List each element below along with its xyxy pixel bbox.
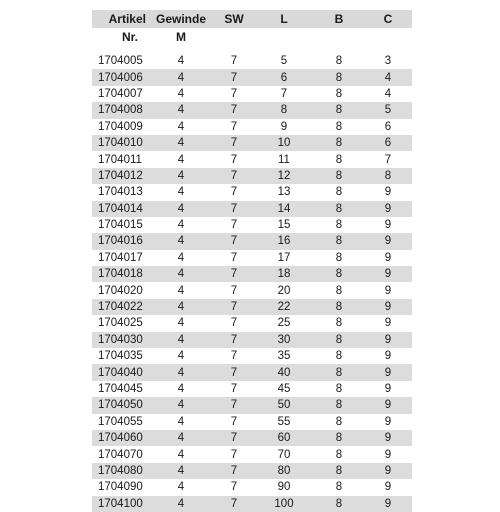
cell-gewinde: 4 xyxy=(177,481,185,494)
cell-gewinde: 4 xyxy=(148,332,214,348)
cell-c: 9 xyxy=(384,383,392,395)
cell-gewinde: 4 xyxy=(177,317,185,330)
cell-gewinde: 4 xyxy=(148,233,214,249)
cell-b: 8 xyxy=(314,135,364,151)
cell-b: 8 xyxy=(314,299,364,315)
table-row xyxy=(92,364,412,380)
cell-l: 9 xyxy=(280,120,288,133)
table-row xyxy=(92,69,412,85)
cell-gewinde: 4 xyxy=(177,120,185,133)
cell-b: 8 xyxy=(335,481,343,494)
cell-c: 9 xyxy=(364,332,412,348)
cell-b: 8 xyxy=(335,317,343,330)
cell-c: 9 xyxy=(364,233,412,249)
cell-sw: 7 xyxy=(214,364,254,380)
cell-l: 5 xyxy=(280,55,288,68)
cell-b: 8 xyxy=(314,233,364,249)
cell-gewinde: 4 xyxy=(148,168,214,184)
cell-b: 8 xyxy=(335,415,343,428)
cell-artikel-nr: 1704040 xyxy=(92,364,148,380)
cell-sw: 7 xyxy=(214,430,254,446)
header-empty xyxy=(254,28,314,45)
table-row xyxy=(92,332,412,348)
cell-l: 100 xyxy=(254,496,314,512)
cell-c: 9 xyxy=(384,186,392,199)
cell-c: 6 xyxy=(384,120,392,133)
cell-c: 8 xyxy=(364,168,412,184)
cell-sw: 7 xyxy=(214,201,254,217)
table-row xyxy=(92,397,412,413)
cell-gewinde: 4 xyxy=(177,153,185,166)
cell-b: 8 xyxy=(335,153,343,166)
cell-c: 9 xyxy=(384,481,392,494)
cell-gewinde: 4 xyxy=(177,219,185,232)
cell-c: 4 xyxy=(384,87,392,100)
cell-c: 9 xyxy=(384,251,392,264)
header-gewinde: Gewinde xyxy=(148,10,214,28)
cell-c: 4 xyxy=(364,69,412,85)
cell-b: 8 xyxy=(335,219,343,232)
cell-c: 9 xyxy=(384,448,392,461)
table-row xyxy=(92,315,412,331)
cell-gewinde: 4 xyxy=(148,496,214,512)
cell-sw: 7 xyxy=(230,219,238,232)
cell-l: 16 xyxy=(254,233,314,249)
cell-b: 8 xyxy=(314,364,364,380)
cell-artikel-nr: 1704006 xyxy=(92,69,148,85)
cell-l: 18 xyxy=(254,266,314,282)
table-body xyxy=(92,53,412,512)
cell-sw: 7 xyxy=(230,481,238,494)
header-artikel: Artikel xyxy=(92,10,148,28)
cell-gewinde: 4 xyxy=(148,463,214,479)
cell-b: 8 xyxy=(335,383,343,395)
cell-c: 9 xyxy=(384,284,392,297)
table-row xyxy=(92,479,412,495)
table-row xyxy=(92,184,412,200)
cell-b: 8 xyxy=(335,87,343,100)
cell-gewinde: 4 xyxy=(177,186,185,199)
cell-l: 13 xyxy=(277,186,291,199)
cell-c: 9 xyxy=(364,266,412,282)
table-row xyxy=(92,233,412,249)
cell-artikel-nr: 1704080 xyxy=(92,463,148,479)
cell-l: 60 xyxy=(254,430,314,446)
cell-c: 9 xyxy=(364,201,412,217)
table-row xyxy=(92,414,412,430)
table-row xyxy=(92,496,412,512)
cell-gewinde: 4 xyxy=(177,383,185,395)
cell-b: 8 xyxy=(314,397,364,413)
header-row-1 xyxy=(92,10,412,28)
cell-sw: 7 xyxy=(214,102,254,118)
cell-c: 9 xyxy=(384,350,392,363)
cell-sw: 7 xyxy=(230,448,238,461)
cell-b: 8 xyxy=(335,186,343,199)
table-row xyxy=(92,119,412,135)
cell-gewinde: 4 xyxy=(177,251,185,264)
cell-artikel-nr: 1704035 xyxy=(98,350,143,363)
cell-gewinde: 4 xyxy=(148,397,214,413)
cell-gewinde: 4 xyxy=(148,102,214,118)
cell-c: 9 xyxy=(364,364,412,380)
cell-b: 8 xyxy=(335,350,343,363)
cell-l: 70 xyxy=(277,448,291,461)
cell-artikel-nr: 1704070 xyxy=(98,448,143,461)
cell-l: 10 xyxy=(254,135,314,151)
cell-c: 5 xyxy=(364,102,412,118)
cell-b: 8 xyxy=(314,332,364,348)
cell-artikel-nr: 1704060 xyxy=(92,430,148,446)
header-l: L xyxy=(254,10,314,28)
header-c: C xyxy=(364,10,412,28)
header-empty xyxy=(214,28,254,45)
table-row xyxy=(92,282,412,298)
cell-b: 8 xyxy=(314,201,364,217)
cell-b: 8 xyxy=(314,102,364,118)
table-row xyxy=(92,201,412,217)
cell-artikel-nr: 1704014 xyxy=(92,201,148,217)
cell-l: 8 xyxy=(254,102,314,118)
cell-l: 35 xyxy=(277,350,291,363)
cell-l: 12 xyxy=(254,168,314,184)
cell-b: 8 xyxy=(314,69,364,85)
cell-sw: 7 xyxy=(230,87,238,100)
cell-sw: 7 xyxy=(230,120,238,133)
cell-l: 25 xyxy=(277,317,291,330)
cell-gewinde: 4 xyxy=(148,299,214,315)
cell-b: 8 xyxy=(335,55,343,68)
cell-artikel-nr: 1704100 xyxy=(92,496,148,512)
cell-artikel-nr: 1704008 xyxy=(92,102,148,118)
cell-gewinde: 4 xyxy=(148,430,214,446)
header-empty xyxy=(364,28,412,45)
table-row xyxy=(92,381,412,397)
product-table xyxy=(92,10,412,512)
cell-l: 20 xyxy=(277,284,291,297)
cell-sw: 7 xyxy=(230,317,238,330)
cell-b: 8 xyxy=(335,284,343,297)
cell-sw: 7 xyxy=(214,233,254,249)
cell-gewinde: 4 xyxy=(148,364,214,380)
cell-artikel-nr: 1704018 xyxy=(92,266,148,282)
table-row xyxy=(92,430,412,446)
cell-sw: 7 xyxy=(230,350,238,363)
table-row xyxy=(92,299,412,315)
table-row xyxy=(92,266,412,282)
cell-l: 15 xyxy=(277,219,291,232)
cell-c: 6 xyxy=(364,135,412,151)
cell-artikel-nr: 1704030 xyxy=(92,332,148,348)
table-header xyxy=(92,10,412,53)
header-row-2 xyxy=(92,28,412,45)
cell-c: 7 xyxy=(384,153,392,166)
cell-b: 8 xyxy=(335,120,343,133)
table-row xyxy=(92,463,412,479)
cell-artikel-nr: 1704012 xyxy=(92,168,148,184)
cell-sw: 7 xyxy=(214,135,254,151)
table-row xyxy=(92,446,412,462)
header-spacer xyxy=(92,45,412,53)
cell-sw: 7 xyxy=(230,153,238,166)
cell-gewinde: 4 xyxy=(177,55,185,68)
cell-artikel-nr: 1704025 xyxy=(98,317,143,330)
cell-l: 7 xyxy=(280,87,288,100)
cell-artikel-nr: 1704090 xyxy=(98,481,143,494)
cell-artikel-nr: 1704020 xyxy=(98,284,143,297)
cell-c: 9 xyxy=(384,317,392,330)
cell-c: 9 xyxy=(364,299,412,315)
cell-sw: 7 xyxy=(230,251,238,264)
cell-artikel-nr: 1704015 xyxy=(98,219,143,232)
cell-b: 8 xyxy=(335,251,343,264)
cell-c: 9 xyxy=(364,496,412,512)
header-empty xyxy=(314,28,364,45)
cell-artikel-nr: 1704011 xyxy=(98,153,142,166)
product-table-container xyxy=(92,10,412,512)
header-m: M xyxy=(148,28,214,45)
cell-sw: 7 xyxy=(230,383,238,395)
cell-sw: 7 xyxy=(214,496,254,512)
cell-l: 30 xyxy=(254,332,314,348)
cell-b: 8 xyxy=(335,448,343,461)
cell-sw: 7 xyxy=(230,415,238,428)
header-b: B xyxy=(314,10,364,28)
table-row xyxy=(92,168,412,184)
cell-sw: 7 xyxy=(214,299,254,315)
cell-artikel-nr: 1704005 xyxy=(98,55,143,68)
cell-l: 40 xyxy=(254,364,314,380)
header-sw: SW xyxy=(214,10,254,28)
cell-l: 50 xyxy=(254,397,314,413)
cell-c: 9 xyxy=(384,219,392,232)
cell-l: 45 xyxy=(277,383,291,395)
cell-artikel-nr: 1704010 xyxy=(92,135,148,151)
cell-gewinde: 4 xyxy=(148,266,214,282)
cell-sw: 7 xyxy=(230,186,238,199)
cell-b: 8 xyxy=(314,266,364,282)
cell-gewinde: 4 xyxy=(148,201,214,217)
cell-gewinde: 4 xyxy=(177,448,185,461)
cell-sw: 7 xyxy=(230,55,238,68)
table-row xyxy=(92,217,412,233)
cell-gewinde: 4 xyxy=(177,415,185,428)
cell-artikel-nr: 1704016 xyxy=(92,233,148,249)
cell-gewinde: 4 xyxy=(177,350,185,363)
cell-b: 8 xyxy=(314,168,364,184)
cell-l: 11 xyxy=(278,153,290,166)
cell-sw: 7 xyxy=(230,284,238,297)
table-row xyxy=(92,250,412,266)
cell-sw: 7 xyxy=(214,397,254,413)
cell-gewinde: 4 xyxy=(177,87,185,100)
table-row xyxy=(92,86,412,102)
cell-gewinde: 4 xyxy=(148,69,214,85)
cell-artikel-nr: 1704022 xyxy=(92,299,148,315)
cell-sw: 7 xyxy=(214,266,254,282)
cell-artikel-nr: 1704055 xyxy=(98,415,143,428)
table-row xyxy=(92,151,412,167)
cell-c: 9 xyxy=(364,397,412,413)
cell-l: 6 xyxy=(254,69,314,85)
cell-l: 90 xyxy=(277,481,291,494)
cell-artikel-nr: 1704050 xyxy=(92,397,148,413)
cell-sw: 7 xyxy=(214,69,254,85)
cell-b: 8 xyxy=(314,430,364,446)
cell-c: 3 xyxy=(384,55,392,68)
cell-l: 55 xyxy=(277,415,291,428)
cell-c: 9 xyxy=(364,463,412,479)
cell-l: 22 xyxy=(254,299,314,315)
cell-c: 9 xyxy=(364,430,412,446)
cell-gewinde: 4 xyxy=(177,284,185,297)
table-row xyxy=(92,102,412,118)
cell-artikel-nr: 1704009 xyxy=(98,120,143,133)
cell-sw: 7 xyxy=(214,332,254,348)
cell-b: 8 xyxy=(314,463,364,479)
cell-artikel-nr: 1704013 xyxy=(98,186,143,199)
cell-c: 9 xyxy=(384,415,392,428)
table-row xyxy=(92,53,412,69)
table-row xyxy=(92,348,412,364)
cell-artikel-nr: 1704045 xyxy=(98,383,143,395)
cell-artikel-nr: 1704017 xyxy=(98,251,143,264)
table-row xyxy=(92,135,412,151)
cell-l: 14 xyxy=(254,201,314,217)
cell-sw: 7 xyxy=(214,463,254,479)
header-nr: Nr. xyxy=(92,28,148,45)
cell-artikel-nr: 1704007 xyxy=(98,87,143,100)
cell-l: 17 xyxy=(277,251,291,264)
cell-sw: 7 xyxy=(214,168,254,184)
cell-b: 8 xyxy=(314,496,364,512)
cell-l: 80 xyxy=(254,463,314,479)
cell-gewinde: 4 xyxy=(148,135,214,151)
